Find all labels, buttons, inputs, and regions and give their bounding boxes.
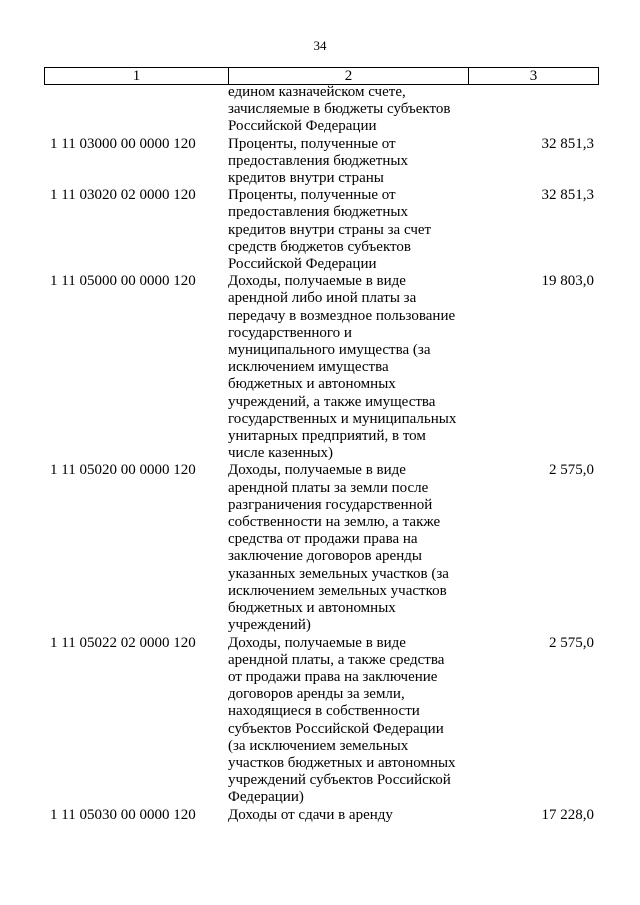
- table-row: [0, 462, 640, 634]
- amount: 17 228,0: [541, 806, 594, 823]
- table-row: [0, 273, 640, 462]
- amount: 2 575,0: [549, 634, 594, 651]
- budget-code: 1 11 05020 00 0000 120: [50, 462, 196, 479]
- budget-code: 1 11 05000 00 0000 120: [50, 273, 196, 290]
- income-description: Доходы, получаемые в виде арендной платы, а также средства от продажи права на заключение договоров аренды за земли, находящиеся в собственности субъектов Российской Федерации (за исключением земельных участков бюджетных и автономных учреждений субъектов Российской Федерации): [228, 634, 456, 806]
- budget-code: 1 11 03000 00 0000 120: [50, 135, 196, 152]
- amount: 32 851,3: [541, 187, 594, 204]
- amount: 32 851,3: [541, 135, 594, 152]
- table-row: [0, 807, 640, 824]
- income-description: Проценты, полученные от предоставления бюджетных кредитов внутри страны за счет средств бюджетов субъектов Российской Федерации: [228, 187, 432, 273]
- income-description: едином казначейском счете, зачисляемые в бюджеты субъектов Российской Федерации: [228, 84, 451, 135]
- header-col-3: 3: [529, 68, 538, 84]
- budget-code: 1 11 03020 02 0000 120: [50, 187, 196, 204]
- amount: 19 803,0: [541, 273, 594, 290]
- page-number: 34: [313, 38, 327, 53]
- table-row: [0, 136, 640, 188]
- table-row: [0, 187, 640, 273]
- income-description: Доходы, получаемые в виде арендной либо иной платы за передачу в возмездное пользование государственного и муниципального имущества (за исключением имущества бюджетных и автономных учреждений, а также имущества государственных и муниципальных унитарных предприятий, в том числе казенных): [228, 273, 457, 462]
- income-description: Проценты, полученные от предоставления бюджетных кредитов внутри страны: [228, 135, 408, 187]
- table-header: [44, 67, 599, 85]
- header-col-1: 1: [45, 68, 229, 84]
- table-row: [0, 635, 640, 807]
- budget-code: 1 11 05022 02 0000 120: [50, 634, 196, 651]
- budget-code: 1 11 05030 00 0000 120: [50, 806, 196, 823]
- income-description: Доходы, получаемые в виде арендной платы за земли после разграничения государственной собственности на землю, а также средства от продажи права на заключение договоров аренды указанных земельных участков (за исключением земельных участков бюджетных и автономных учреждений): [228, 462, 449, 634]
- amount: 2 575,0: [549, 462, 594, 479]
- income-description: Доходы от сдачи в аренду: [228, 806, 393, 823]
- table-body: [0, 84, 640, 824]
- table-row: [0, 84, 640, 136]
- header-col-2: 2: [229, 68, 469, 84]
